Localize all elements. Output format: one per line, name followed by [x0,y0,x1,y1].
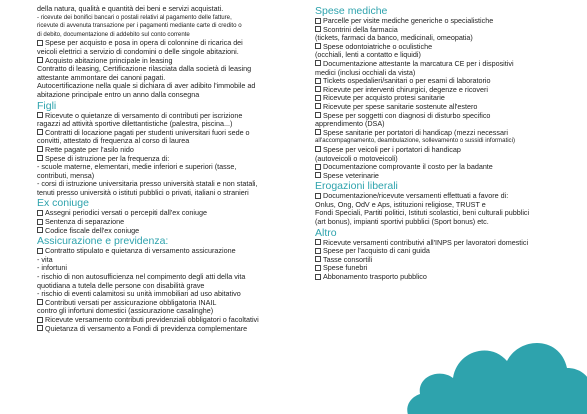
checkbox[interactable] [37,129,43,135]
checkbox[interactable] [315,164,321,170]
line-text: Acquisto abitazione principale in leasing [45,55,173,65]
line-text: Contratto stipulato e quietanza di versamento assicurazione [45,246,236,256]
line-text: Ricevute per spese sanitarie sostenute all'estero [323,101,478,111]
checkbox[interactable] [315,95,321,101]
checkbox[interactable] [315,172,321,178]
line-text: veicoli elettrici a servizio di condomini o delle singole abitazioni. [37,46,239,56]
checklist-item [315,129,560,138]
checkbox[interactable] [37,40,43,46]
line-text: medici (inclusi occhiali da vista) [315,67,416,77]
line-text: - corsi di istruzione universitaria presso università statali e non statali, [37,179,258,189]
teal-cloud-decoration [395,306,587,414]
checkbox[interactable] [315,60,321,66]
checkbox[interactable] [315,274,321,280]
line-text: Assegni periodici versati o percepiti dall'ex coniuge [45,208,207,218]
line-text: Contratti di locazione pagati per studenti universitari fuori sede o [45,127,250,137]
text-line [37,91,290,100]
line-text: Rette pagate per l'asilo nido [45,144,134,154]
checkbox[interactable] [37,227,43,233]
line-text: Onlus, Ong, OdV e Aps, istituzioni religiose, TRUST e [315,199,486,209]
checkbox[interactable] [37,248,43,254]
line-text: Sentenza di separazione [45,217,125,227]
line-text: Contratto di leasing, Certificazione rilasciata dalla società di leasing [37,64,252,74]
text-line [315,218,560,227]
line-text: contributi, mensa) [37,170,95,180]
line-text: Spese funebri [323,263,368,273]
checkbox[interactable] [37,219,43,225]
checklist-item [315,172,560,181]
line-text: quotidiana a tutela delle persone con disabilità grave [37,280,205,290]
line-text: Spese odontoiatriche o oculistiche [323,41,433,51]
right-column [315,5,560,282]
line-text: Parcelle per visite mediche generiche o specialistiche [323,16,494,25]
line-text: - vita [37,254,53,264]
line-text: Spese per soggetti con diagnosi di disturbo specifico [323,110,491,120]
line-text: Tickets ospedalieri/sanitari o per esami di laboratorio [323,76,491,86]
checkbox[interactable] [315,248,321,254]
checkbox[interactable] [315,43,321,49]
checkbox[interactable] [315,239,321,245]
line-text: - infortuni [37,263,67,273]
text-line [37,5,290,14]
line-text: convitti, attestato di frequenza al corso di laurea [37,136,190,146]
line-text: (tickets, farmaci da banco, medicinali, omeopatia) [315,33,473,43]
line-text: Tasse consortili [323,254,373,264]
line-text: (art bonus), impianti sportivi pubblici (Sport bonus) etc. [315,217,489,227]
line-text: Quietanza di versamento a Fondi di previdenza complementare [45,323,248,333]
line-text: ricevute di avvenuta transazione per i pagamenti mediante carte di credito o [37,22,242,30]
checkbox[interactable] [315,78,321,84]
line-text: (autoveicoli o motoveicoli) [315,153,398,163]
checklist-item [37,227,290,236]
line-text: Ricevute versamenti contributivi all'INPS per lavoratori domestici [323,237,529,247]
line-text: Scontrini della farmacia [323,24,398,34]
line-text: Ricevute per interventi chirurgici, degenze e ricoveri [323,84,488,94]
line-text: Documentazione comprovante il costo per la badante [323,162,493,172]
section-heading-erogazioni-liberali: Erogazioni liberali [315,180,398,193]
line-text: attestante ammontare dei canoni pagati. [37,72,166,82]
text-line [37,256,290,265]
line-text: Spese per veicoli per i portatori di handicap [323,144,461,154]
checkbox[interactable] [37,325,43,331]
section-heading-ex-coniuge: Ex coniuge [37,197,89,210]
line-text: tenuti presso università o istituti pubblici o privati, italiani o stranieri [37,187,249,197]
checkbox[interactable] [37,155,43,161]
checkbox[interactable] [315,18,321,24]
line-text: Codice fiscale dell'ex coniuge [45,225,140,235]
line-text: Ricevute o quietanze di versamento di contributi per iscrizione [45,110,243,120]
line-text: Fondi Speciali, Partiti politici, Istituti scolastici, beni culturali pubblici [315,208,530,218]
checkbox[interactable] [37,112,43,118]
line-text: Contributi versati per assicurazione obbligatoria INAIL [45,297,217,307]
line-text: all'accompagnamento, deambulazione, sollevamento o sussidi informatici) [315,137,515,145]
line-text: abitazione principale entro un anno dalla consegna [37,89,200,99]
line-text: Spese sanitarie per portatori di handicap (mezzi necessari [323,127,508,137]
checkbox[interactable] [315,265,321,271]
checkbox[interactable] [315,146,321,152]
checkbox[interactable] [315,256,321,262]
line-text: Spese di istruzione per la frequenza di: [45,153,170,163]
checkbox[interactable] [315,129,321,135]
section-heading-assicurazione-e-previdenza: Assicurazione e previdenza: [37,235,169,248]
line-text: - scuole materne, elementari, medie inferiori e superiori (tasse, [37,162,237,172]
line-text: Abbonamento trasporto pubblico [323,272,427,282]
checkbox[interactable] [37,299,43,305]
text-line [37,22,290,31]
left-column [37,5,290,333]
checkbox[interactable] [315,103,321,109]
line-text: contro gli infortuni domestici (assicurazione casalinghe) [37,306,214,316]
line-text: Spese veterinarie [323,170,379,180]
line-text: Autocertificazione nella quale si dichiara di aver adibito l'immobile ad [37,81,256,91]
section-heading-altro: Altro [315,226,337,239]
checkbox[interactable] [37,57,43,63]
line-text: ragazzi ad attività sportive dilettantistiche (palestra, piscina...) [37,119,233,129]
line-text: Ricevute per acquisto protesi sanitarie [323,93,445,103]
checklist-item [37,247,290,256]
line-text: (occhiali, lenti a contatto e liquidi) [315,50,421,60]
checkbox[interactable] [37,317,43,323]
line-text: Spese per acquisto e posa in opera di colonnine di ricarica dei [45,38,243,48]
line-text: - rischio di non autosufficienza nel compimento degli atti della vita [37,272,246,282]
line-text: della natura, qualità e quantità dei beni e servizi acquistati. [37,4,224,13]
checkbox[interactable] [315,26,321,32]
text-line [37,189,290,198]
checkbox[interactable] [37,210,43,216]
line-text: Ricevute versamento contributi previdenziali obbligatori o facoltativi [45,315,259,324]
line-text: Spese per l'acquisto di cani guida [323,246,430,256]
section-heading-spese-mediche: Spese mediche [315,5,388,17]
section-heading-figli: Figli [37,99,57,112]
checkbox[interactable] [37,146,43,152]
checklist-item [315,273,560,282]
line-text: - rischio di eventi calamitosi su unità immobiliari ad uso abitativo [37,289,241,299]
line-text: Documentazione attestante la marcatura CE per i dispositivi [323,58,514,68]
line-text: Documentazione/ricevute versamenti effettuati a favore di: [323,191,509,201]
checklist-item [37,325,290,334]
checkbox[interactable] [315,193,321,199]
checkbox[interactable] [315,86,321,92]
checkbox[interactable] [315,112,321,118]
line-text: di debito, documentazione di addebito sul conto corrente [37,30,190,38]
line-text: - ricevute dei bonifici bancari o postali relativi al pagamento delle fatture, [37,13,232,21]
text-line [37,14,290,23]
line-text: apprendimento (DSA) [315,119,385,129]
